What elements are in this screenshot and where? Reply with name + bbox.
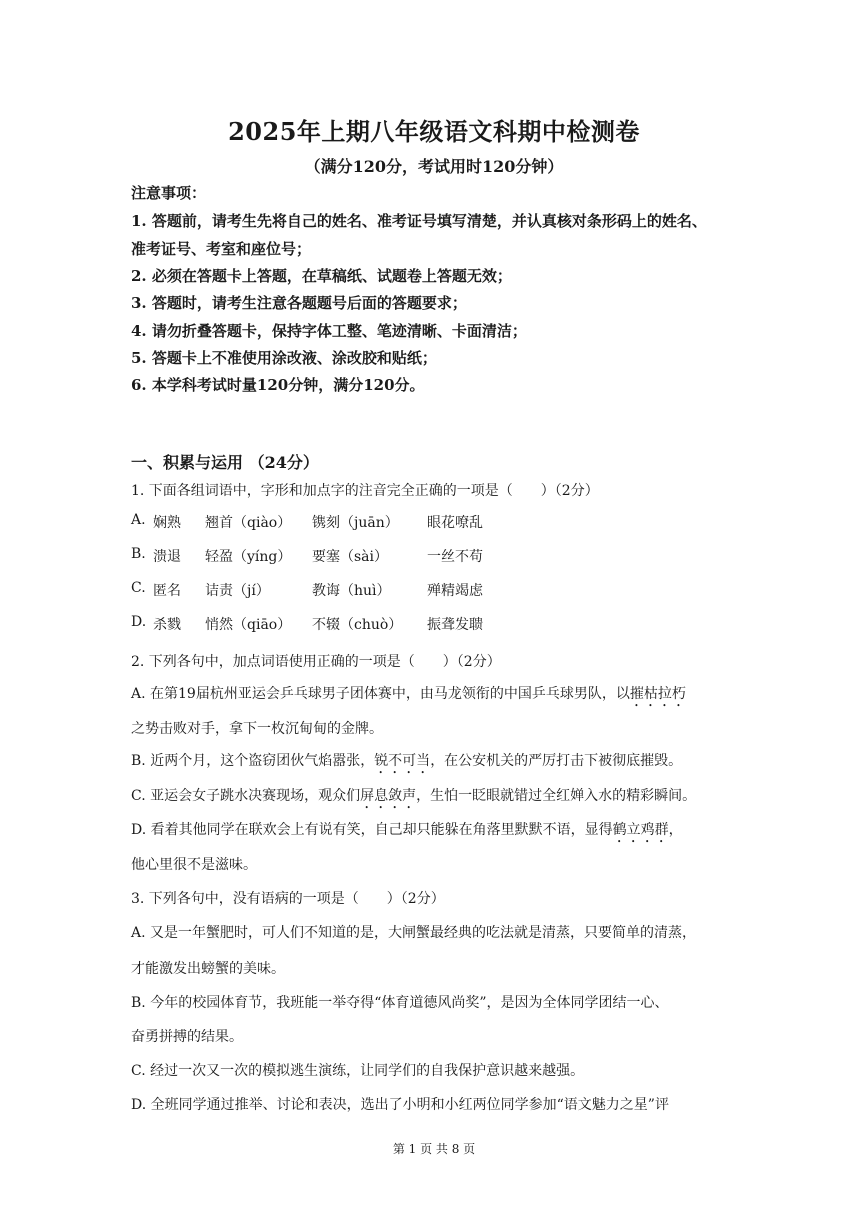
option-word: 殚精竭虑 [427, 583, 483, 599]
option-label: C. [131, 580, 146, 596]
note-item: 3. 答题时，请考生注意各题题号后面的答题要求； [131, 294, 467, 312]
option-text: 奋勇拼搏的结果。 [131, 1029, 243, 1045]
note-item: 1. 答题前，请考生先将自己的姓名、准考证号填写清楚，并认真核对条形码上的姓名、 [131, 212, 707, 230]
option-text: B. 今年的校园体育节，我班能一举夺得“体育道德风尚奖”，是因为全体同学团结一心、 [131, 995, 669, 1011]
option-text-part: ， [668, 822, 683, 838]
option-word: 不辍（chuò） [312, 617, 403, 633]
option-text: D. 全班同学通过推举、讨论和表决，选出了小明和小红两位同学参加“语文魅力之星”评 [131, 1097, 669, 1113]
option-word: 杀戮 [153, 617, 181, 633]
note-item: 准考证号、考室和座位号； [131, 240, 312, 258]
option-word: 溃退 [153, 549, 181, 565]
dotted-term: 屏息敛声 [360, 788, 417, 804]
page-subtitle: （满分120分，考试用时120分钟） [304, 157, 564, 176]
notes-heading: 注意事项： [131, 184, 207, 202]
option-label: A. [131, 512, 146, 528]
note-item: 5. 答题卡上不准使用涂改液、涂改胶和贴纸； [131, 349, 437, 367]
option-word: 悄然（qiāo） [205, 617, 292, 633]
option-word: 眼花嘹乱 [427, 515, 483, 531]
note-item: 4. 请勿折叠答题卡，保持字体工整、笔迹清晰、卡面清洁； [131, 322, 527, 340]
option-text-part: B. 近两个月，这个盗窃团伙气焰嚣张， [131, 753, 375, 769]
option-text-part: A. 在第19届杭州亚运会乒乓球男子团体赛中，由马龙领衔的中国乒乓球男队，以 [131, 686, 630, 702]
page-footer: 第 1 页 共 8 页 [392, 1142, 476, 1156]
option-word: 教诲（huì） [312, 583, 391, 599]
option-label: D. [131, 614, 147, 630]
option-word: 翘首（qiào） [205, 515, 292, 531]
option-text: A. 又是一年蟹肥时，可人们不知道的是，大闸蟹最经典的吃法就是清蒸，只要简单的清蒸， [131, 925, 697, 941]
question-stem: 1. 下面各组词语中，字形和加点字的注音完全正确的一项是（ ）（2分） [131, 483, 599, 499]
option-text-part: D. 看着其他同学在联欢会上有说有笑，自己却只能躲在角落里默默不语，显得 [131, 822, 613, 838]
section-heading: 一、积累与运用 （24分） [131, 453, 319, 472]
option-word: 诘责（jí） [205, 583, 270, 599]
option-word: 轻盈（yíng） [205, 549, 292, 565]
option-word: 一丝不苟 [427, 549, 483, 565]
option-text-part: ，生怕一眨眼就错过全红婵入水的精彩瞬间。 [416, 788, 697, 804]
dotted-term: 摧枯拉朽 [629, 686, 686, 702]
option-text: 他心里很不是滋味。 [131, 857, 257, 873]
option-word: 娴熟 [153, 515, 181, 531]
option-word: 振聋发聩 [427, 617, 483, 633]
question-stem: 3. 下列各句中，没有语病的一项是（ ）（2分） [131, 891, 445, 907]
option-text [131, 750, 682, 777]
option-text [131, 819, 683, 846]
note-item: 6. 本学科考试时量120分钟，满分120分。 [131, 376, 425, 394]
page-title: 2025年上期八年级语文科期中检测卷 [228, 117, 640, 146]
option-text [131, 785, 696, 812]
option-text: 之势击败对手，拿下一枚沉甸甸的金牌。 [131, 721, 383, 737]
option-word: 要塞（sài） [312, 549, 389, 565]
option-text-part: C. 亚运会女子跳水决赛现场，观众们 [131, 788, 361, 804]
option-label: B. [131, 546, 146, 562]
option-word: 匿名 [153, 583, 181, 599]
dotted-term: 鹤立鸡群 [612, 822, 669, 838]
option-text: 才能激发出螃蟹的美味。 [131, 961, 285, 977]
note-item: 2. 必须在答题卡上答题，在草稿纸、试题卷上答题无效； [131, 267, 512, 285]
option-text: C. 经过一次又一次的模拟逃生演练，让同学们的自我保护意识越来越强。 [131, 1063, 585, 1079]
question-stem: 2. 下列各句中，加点词语使用正确的一项是（ ）（2分） [131, 654, 501, 670]
option-word: 镌刻（juān） [312, 515, 399, 531]
option-text [131, 683, 686, 710]
option-text-part: ，在公安机关的严厉打击下被彻底摧毁。 [430, 753, 683, 769]
dotted-term: 锐不可当 [374, 753, 431, 769]
